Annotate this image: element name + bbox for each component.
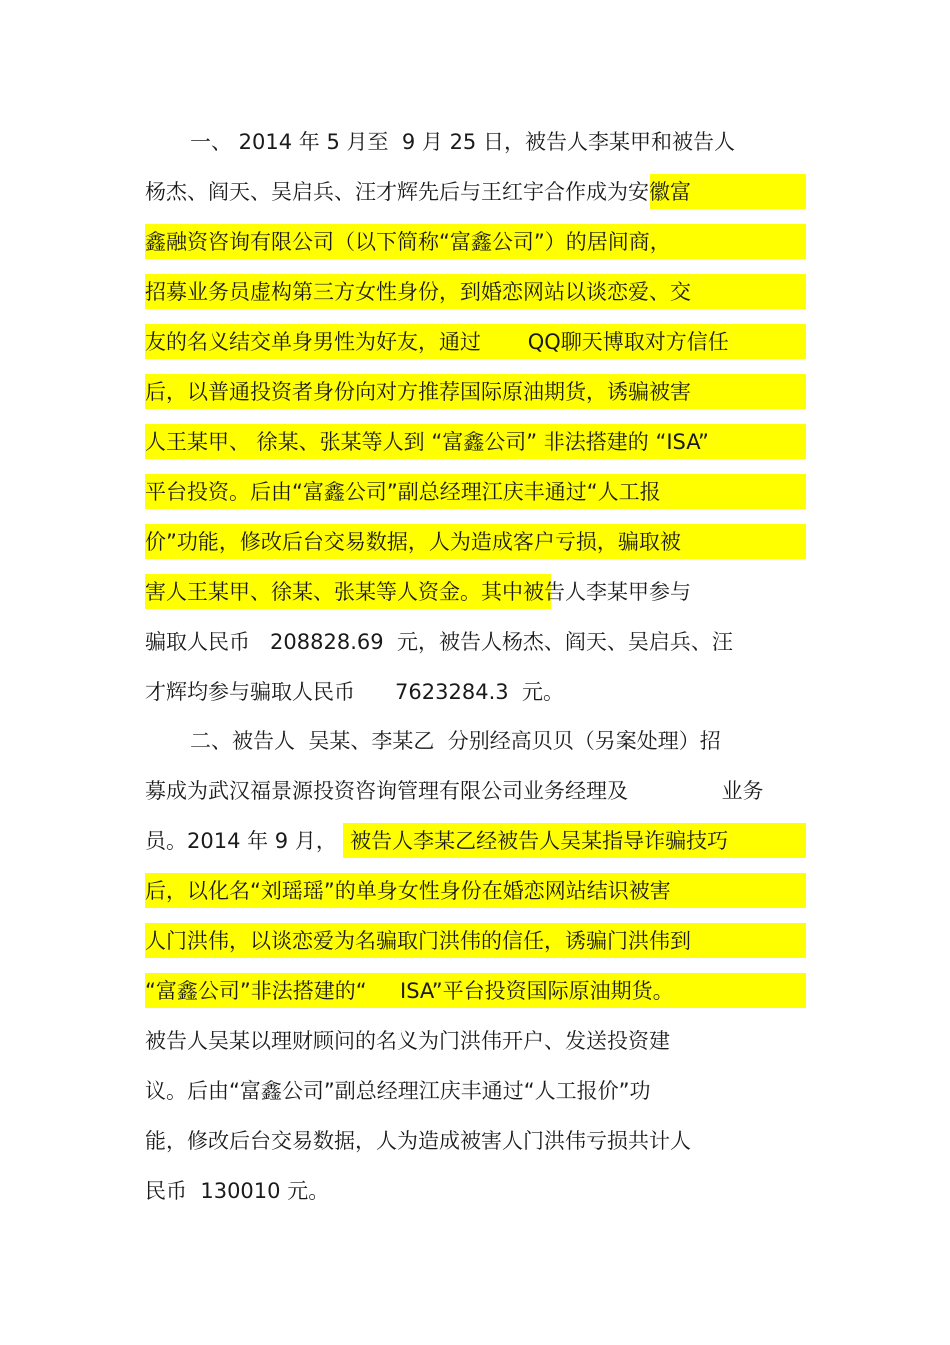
text-line: 议。后由“富鑫公司”副总经理江庆丰通过“人工报价”功 [145,1079,651,1103]
text-line: 募成为武汉福景源投资咨询管理有限公司业务经理及 业务 [145,779,764,803]
text-line: 二、被告人 吴某、李某乙 分别经高贝贝（另案处理）招 [190,729,721,753]
text-line: 被告人吴某以理财顾问的名义为门洪伟开户、发送投资建 [145,1029,670,1053]
text-line: 人门洪伟，以谈恋爱为名骗取门洪伟的信任，诱骗门洪伟到 [145,929,691,953]
text-line: “富鑫公司”非法搭建的“ ISA”平台投资国际原油期货。 [145,979,674,1003]
text-line: 民币 130010 元。 [145,1179,330,1203]
text-line: 后，以普通投资者身份向对方推荐国际原油期货，诱骗被害 [145,380,691,404]
text-line: 后，以化名“刘瑶瑶”的单身女性身份在婚恋网站结识被害 [145,879,671,903]
text-line: 鑫融资咨询有限公司（以下简称“富鑫公司”）的居间商， [145,230,671,254]
text-line: 友的名义结交单身男性为好友，通过 QQ聊天博取对方信任 [145,330,729,354]
text-line: 员。2014 年 9 月， 被告人李某乙经被告人吴某指导诈骗技巧 [145,829,729,853]
text-line: 骗取人民币 208828.69 元，被告人杨杰、阎天、吴启兵、汪 [145,630,733,654]
text-line: 害人王某甲、徐某、张某等人资金。其中被告人李某甲参与 [145,580,691,604]
text-line: 一、 2014 年 5 月至 9 月 25 日，被告人李某甲和被告人 [190,130,735,154]
text-line: 招募业务员虚构第三方女性身份，到婚恋网站以谈恋爱、交 [145,280,691,304]
text-line: 人王某甲、 徐某、张某等人到 “富鑫公司” 非法搭建的 “ISA” [145,430,709,454]
text-line: 才辉均参与骗取人民币 7623284.3 元。 [145,680,564,704]
text-line: 价”功能，修改后台交易数据，人为造成客户亏损，骗取被 [145,530,681,554]
text-line: 能，修改后台交易数据，人为造成被害人门洪伟亏损共计人 [145,1129,691,1153]
text-line: 杨杰、阎天、吴启兵、汪才辉先后与王红宇合作成为安徽富 [145,180,691,204]
text-line: 平台投资。后由“富鑫公司”副总经理江庆丰通过“人工报 [145,480,661,504]
